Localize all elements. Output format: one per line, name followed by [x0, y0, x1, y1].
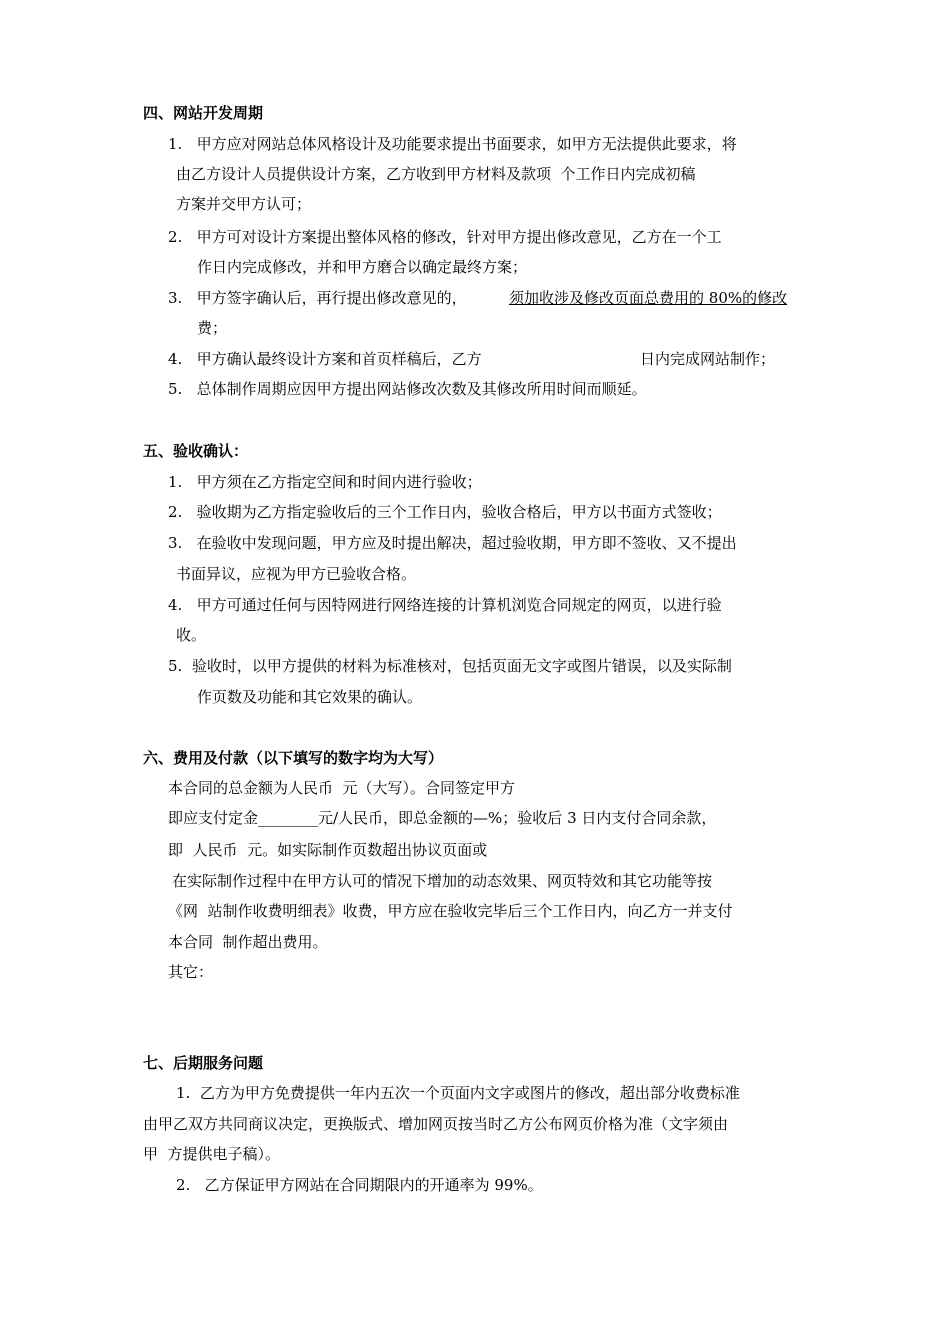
section-7-line: 1. 乙方为甲方免费提供一年内五次一个页面内文字或图片的修改，超出部分收费标准: [176, 1084, 740, 1102]
section-4-line: 2. 甲方可对设计方案提出整体风格的修改，针对甲方提出修改意见，乙方在一个工: [168, 228, 722, 246]
section-7-line: 由甲乙双方共同商议决定，更换版式、增加网页按当时乙方公布网页价格为准（文字须由: [143, 1115, 729, 1133]
section-5-line: 作页数及功能和其它效果的确认。: [197, 688, 423, 706]
section-4-line: 5. 总体制作周期应因甲方提出网站修改次数及其修改所用时间而顺延。: [168, 380, 647, 398]
section-6-line: 即应支付定金________元/人民币，即总金额的—%；验收后 3 日内支付合同余款，: [168, 809, 717, 827]
section-4-line: 由乙方设计人员提供设计方案，乙方收到甲方材料及款项 个工作日内完成初稿: [176, 165, 696, 183]
section-4-line: 日内完成网站制作；: [640, 350, 776, 368]
section-5-line: 书面异议，应视为甲方已验收合格。: [176, 565, 417, 583]
section-5-line: 1. 甲方须在乙方指定空间和时间内进行验收；: [168, 473, 482, 491]
section-6-line: 即 人民币 元。如实际制作页数超出协议页面或: [168, 841, 488, 859]
section-4-line: 方案并交甲方认可；: [176, 195, 312, 213]
section-4-line: 费；: [197, 319, 228, 337]
section-4-line: 1. 甲方应对网站总体风格设计及功能要求提出书面要求，如甲方无法提供此要求，将: [168, 135, 737, 153]
section-4-heading: 四、网站开发周期: [143, 104, 264, 122]
section-7-heading: 七、后期服务问题: [143, 1054, 264, 1072]
section-5-line: 5. 验收时，以甲方提供的材料为标准核对，包括页面无文字或图片错误，以及实际制: [168, 657, 732, 675]
section-4-line: 4. 甲方确认最终设计方案和首页样稿后，乙方: [168, 350, 482, 368]
section-5-heading: 五、验收确认：: [143, 442, 249, 460]
section-7-line: 2. 乙方保证甲方网站在合同期限内的开通率为 99%。: [176, 1176, 543, 1194]
section-5-line: 4. 甲方可通过任何与因特网进行网络连接的计算机浏览合同规定的网页，以进行验: [168, 596, 722, 614]
section-6-line: 本合同 制作超出费用。: [168, 933, 328, 951]
section-4-line: 3. 甲方签字确认后，再行提出修改意见的，: [168, 289, 467, 307]
section-6-line: 在实际制作过程中在甲方认可的情况下增加的动态效果、网页特效和其它功能等按: [172, 872, 713, 890]
section-4-line: 作日内完成修改，并和甲方磨合以确定最终方案；: [197, 258, 528, 276]
section-5-line: 收。: [176, 626, 207, 644]
section-6-line: 本合同的总金额为人民币 元（大写）。合同签定甲方: [168, 779, 516, 797]
section-6-line: 《网 站制作收费明细表》收费，甲方应在验收完毕后三个工作日内，向乙方一并支付: [168, 902, 733, 920]
section-6-heading: 六、费用及付款（以下填写的数字均为大写）: [143, 749, 444, 767]
section-5-line: 3. 在验收中发现问题，甲方应及时提出解决，超过验收期，甲方即不签收、又不提出: [168, 534, 737, 552]
section-4-underlined-text: 须加收涉及修改页面总费用的 80%的修改: [509, 289, 788, 307]
section-7-line: 甲 方提供电子稿）。: [143, 1145, 281, 1163]
section-5-line: 2. 验收期为乙方指定验收后的三个工作日内，验收合格后，甲方以书面方式签收；: [168, 503, 722, 521]
section-6-line: 其它：: [168, 963, 214, 981]
